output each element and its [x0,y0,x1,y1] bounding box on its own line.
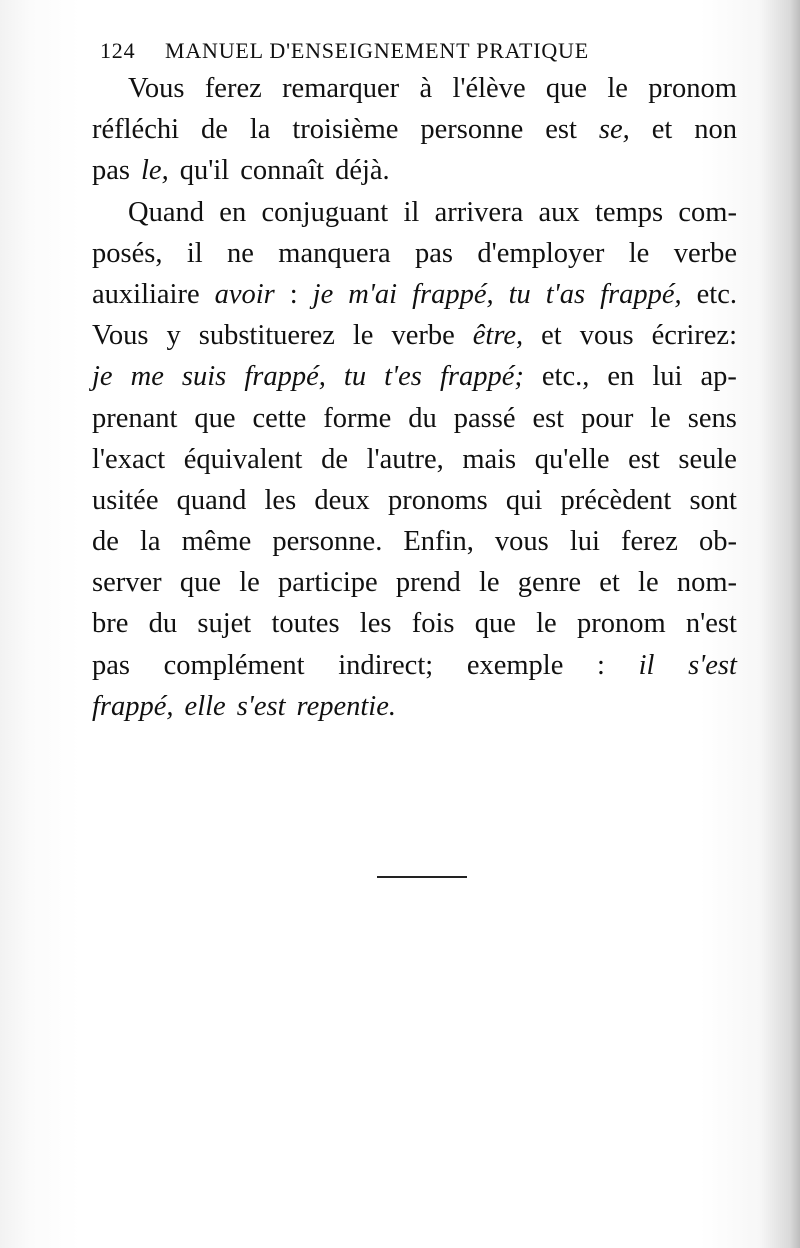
text-line [92,521,737,562]
word: personne [420,114,524,146]
word: le [607,73,628,104]
text-line [92,603,737,644]
word: Enfin, [403,526,474,558]
text-line [92,315,737,356]
word: de [321,443,348,475]
word: l'exact [92,443,166,475]
word: la [139,526,161,558]
word: en [219,196,247,228]
word: toutes [271,608,340,640]
word: et [599,567,620,599]
text-line [92,233,737,274]
word: que [194,402,236,434]
word: de [92,526,119,558]
word: ob- [698,526,737,558]
word: seule [678,443,737,475]
word: n'est [685,608,737,640]
word: et [651,114,673,146]
italic-word: frappé, [412,278,494,310]
text-line [92,356,737,397]
word: : [289,278,298,310]
word: quand [176,484,247,516]
word: : [597,649,605,681]
word: conjuguant [261,196,389,228]
word: posés, [92,237,163,269]
word: le [650,402,671,434]
word: usitée [92,484,159,516]
italic-word: tu [343,361,367,393]
text-line [92,480,737,521]
word: sens [687,402,737,434]
word: le [478,567,500,599]
word: lui [652,361,683,393]
word: complément [163,649,305,681]
word: le [638,567,659,599]
word: ferez [620,526,678,558]
word: qu'il [179,155,230,187]
italic-word: se, [598,114,630,146]
word: déjà. [335,155,390,187]
word: forme [323,402,392,434]
word: pronom [576,608,666,640]
word: participe [277,567,378,599]
word: les [359,608,392,640]
word: même [181,526,252,558]
italic-word: s'est [688,649,737,681]
word: ap- [700,361,737,393]
word: temps [595,196,664,228]
word: l'élève [452,73,526,104]
italic-word: t'as [545,278,586,310]
italic-word: frappé; [439,361,524,393]
word: vous [494,526,549,558]
word: genre [517,567,582,599]
word: connaît [240,155,325,187]
word: sujet [197,608,252,640]
italic-word: s'est [236,690,286,722]
word: qui [505,484,543,516]
word: lui [569,526,600,558]
word: ferez [204,73,262,104]
italic-word: frappé, [600,278,682,310]
word: exemple [466,649,564,681]
word: le [628,237,650,269]
running-title: MANUEL D'ENSEIGNEMENT PRATIQUE [165,38,589,63]
word: de [200,114,228,146]
word: Quand [128,196,204,228]
italic-word: je [312,278,334,310]
italic-word: frappé, [244,361,326,393]
page-number: 124 [100,38,136,63]
word: personne. [272,526,383,558]
word: vous [579,320,634,352]
text-line [92,192,737,233]
word: server [92,567,162,599]
word: passé [453,402,516,434]
word: qu'elle [534,443,610,475]
italic-word: t'es [384,361,422,393]
word: Vous [128,73,185,104]
word: remarquer [282,73,400,104]
word: est [532,402,565,434]
text-line [92,439,737,480]
word: com- [678,196,737,228]
word: manquera [278,237,391,269]
text-line [92,109,737,150]
word: les [264,484,297,516]
word: d'employer [477,237,605,269]
word: et [541,320,562,352]
italic-word: je [92,361,113,393]
word: à [419,73,433,104]
word: que [179,567,221,599]
word: arrivera [434,196,524,228]
italic-word: frappé, [92,690,174,722]
italic-word: me [130,361,164,393]
running-head [100,38,660,68]
italic-word: il [638,649,655,681]
word: aux [538,196,580,228]
word: cette [252,402,307,434]
italic-word: elle [184,690,226,722]
text-line [92,68,737,109]
word: le [352,320,374,352]
word: la [249,114,271,146]
word: etc. [696,278,737,310]
word: etc., [541,361,590,393]
word: nom- [676,567,737,599]
word: en [607,361,635,393]
italic-word: m'ai [348,278,398,310]
section-divider-rule [377,876,467,878]
italic-word: tu [508,278,531,310]
word: que [474,608,516,640]
word: pronom [648,73,737,104]
word: prenant [92,402,178,434]
word: troisième [292,114,399,146]
word: pour [581,402,634,434]
word: verbe [673,237,737,269]
italic-word: suis [181,361,227,393]
word: pronoms [387,484,488,516]
body-text [92,68,737,727]
word: le [239,567,260,599]
word: bre [92,608,129,640]
word: pas [92,649,130,681]
text-line [92,686,737,727]
text-line [92,274,737,315]
word: fois [411,608,455,640]
word: le [536,608,557,640]
italic-word: être, [472,320,524,352]
word: non [694,114,737,146]
word: deux [314,484,370,516]
italic-word: avoir [214,278,275,310]
text-line [92,562,737,603]
word: Vous [92,320,149,352]
word: pas [415,237,454,269]
italic-word: repentie. [296,690,396,722]
word: est [545,114,577,146]
word: écrirez: [651,320,737,352]
word: substituerez [198,320,335,352]
word: il [403,196,420,228]
word: ne [227,237,254,269]
word: prend [395,567,461,599]
text-line [92,150,737,191]
word: auxiliaire [92,278,200,310]
italic-word: le, [141,155,169,187]
word: du [408,402,437,434]
word: mais [462,443,517,475]
word: verbe [391,320,455,352]
word: pas [92,155,130,187]
word: est [628,443,660,475]
word: du [148,608,178,640]
text-line [92,398,737,439]
text-line [92,645,737,686]
word: réfléchi [92,114,180,146]
word: y [166,320,181,352]
word: il [186,237,203,269]
word: précèdent [560,484,672,516]
word: sont [689,484,737,516]
word: indirect; [338,649,434,681]
word: l'autre, [366,443,444,475]
word: que [545,73,588,104]
word: équivalent [183,443,303,475]
